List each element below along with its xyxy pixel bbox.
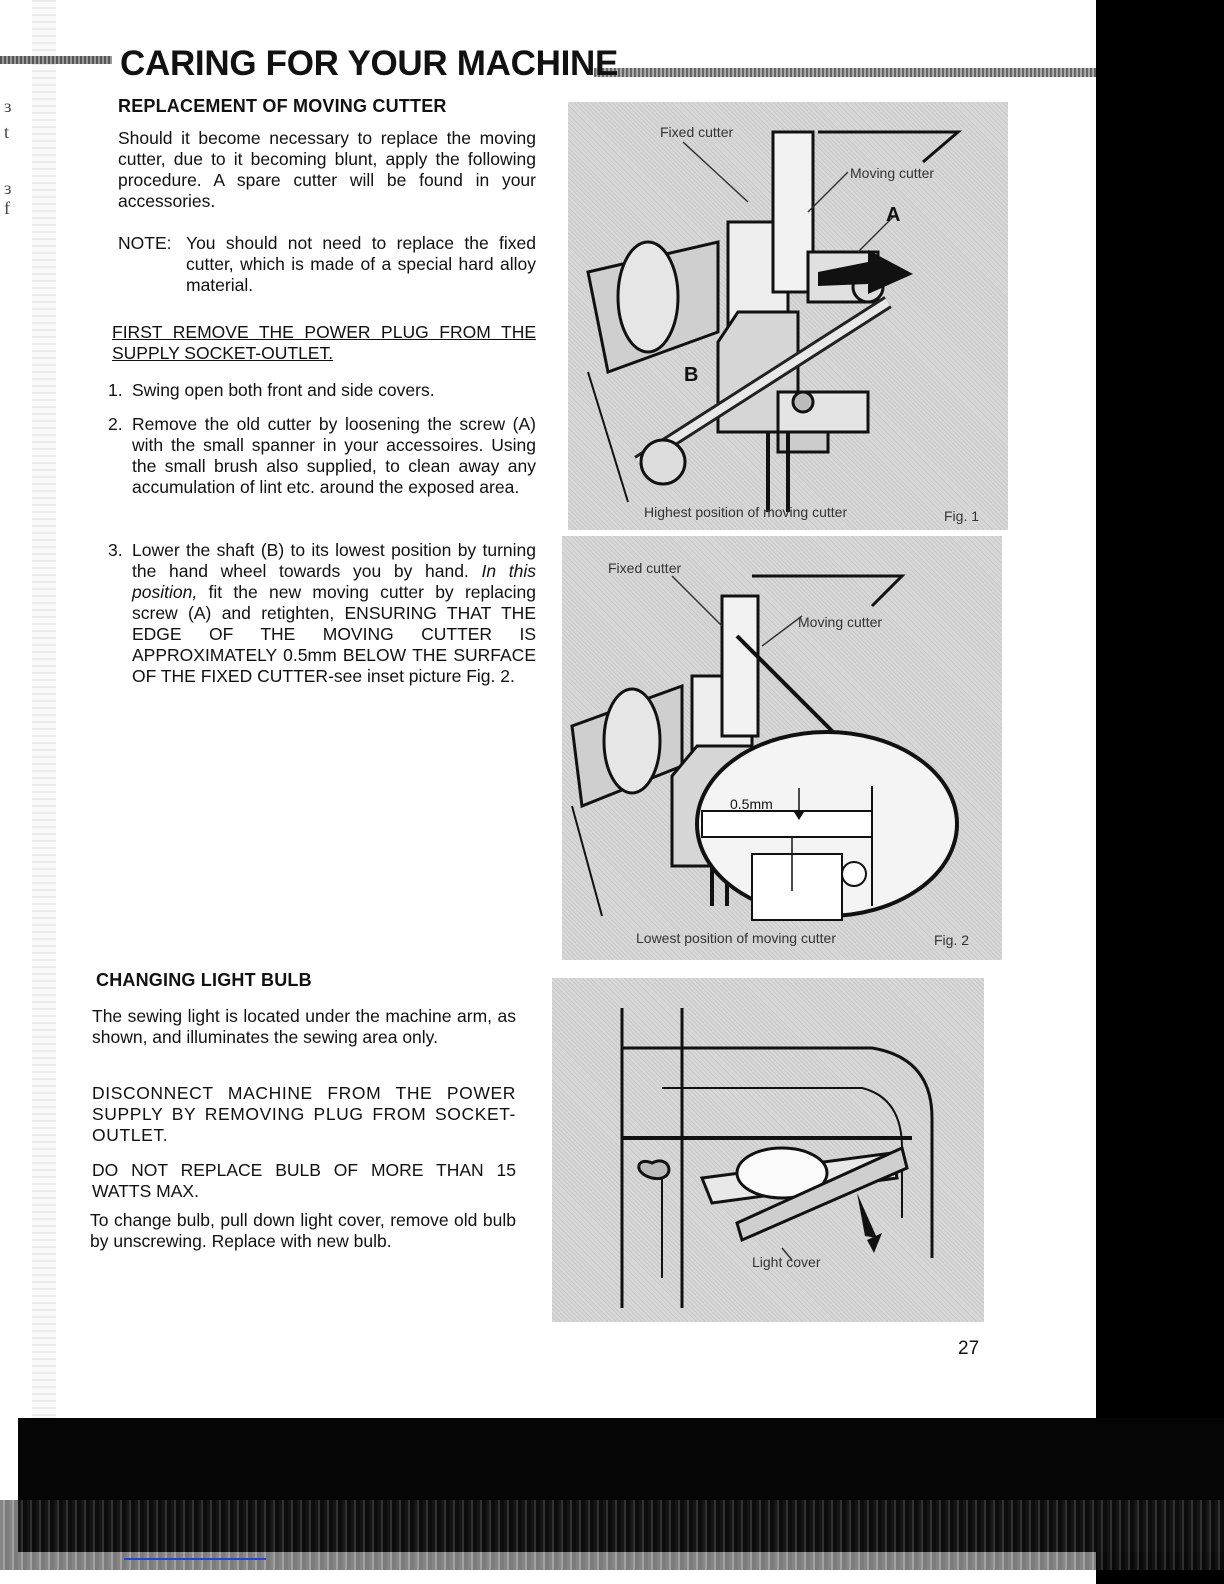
figure-1 [568, 102, 1008, 530]
figure-1-caption: Highest position of moving cutter [644, 504, 848, 520]
figure-2-gap-label: 0.5mm [730, 796, 773, 812]
title-rule-right [594, 68, 1096, 77]
edge-letter: ɜ [4, 96, 12, 116]
figure-1-screw-a-label: A [886, 204, 901, 226]
bulb-change-paragraph: To change bulb, pull down light cover, remove old bulb by unscrewing. Replace with new bulb. [90, 1210, 516, 1251]
step-text: Swing open both front and side covers. [132, 380, 435, 400]
figure-2-moving-cutter-label: Moving cutter [798, 614, 883, 630]
step-number: 2. [108, 414, 123, 434]
note-text: You should not need to replace the fixed cutter, which is made of a special hard alloy material. [186, 233, 536, 295]
figure-2-drawing [562, 536, 1002, 960]
step-3-text-c: -see inset picture Fig. 2. [328, 666, 515, 686]
power-plug-warning: FIRST REMOVE THE POWER PLUG FROM THE SUPPLY SOCKET-OUTLET. [112, 322, 536, 363]
figure-1-drawing [568, 102, 1008, 530]
figure-3-drawing [552, 978, 984, 1322]
step-1 [108, 380, 536, 401]
step-text: Remove the old cutter by loosening the screw (A) with the small spanner in your accessoires. Using the small brush also supplied, to clean away any accumulation of lint etc. around the exposed area. [132, 414, 536, 497]
step-text [132, 540, 536, 687]
step-3-text-b: fit the new moving cutter by replacing screw (A) and retighten, ENSURING THAT THE EDGE OF THE MOVING CUTTER IS APPROXIMATELY 0.5mm BELOW THE SURFACE OF THE FIXED CUTTER [132, 582, 536, 686]
page-title: CARING FOR YOUR MACHINE [120, 44, 619, 83]
note-block [118, 233, 536, 296]
step-number: 1. [108, 380, 123, 400]
figure-3 [552, 978, 984, 1322]
figure-2-caption: Lowest position of moving cutter [636, 930, 836, 946]
title-rule-left [0, 56, 112, 64]
edge-letter: ɜ [4, 178, 12, 198]
scan-margin-shadow [32, 0, 56, 1420]
section-heading-replacement: REPLACEMENT OF MOVING CUTTER [118, 96, 447, 116]
page-number: 27 [958, 1338, 980, 1359]
figure-1-shaft-b-label: B [684, 364, 699, 386]
figure-2-fixed-cutter-label: Fixed cutter [608, 560, 682, 576]
step-2 [108, 414, 536, 498]
edge-letter: t [4, 122, 10, 142]
step-3 [108, 540, 536, 687]
note-label: NOTE: [118, 233, 172, 253]
section-heading-light-bulb: CHANGING LIGHT BULB [96, 970, 312, 990]
wattage-warning: DO NOT REPLACE BULB OF MORE THAN 15 WATTS MAX. [92, 1160, 516, 1201]
step-number: 3. [108, 540, 123, 560]
step-3-text-a: Lower the shaft (B) to its lowest position by turning the hand wheel towards you by hand. [132, 540, 536, 581]
figure-2-number: Fig. 2 [934, 932, 970, 948]
figure-1-number: Fig. 1 [944, 508, 980, 524]
figure-1-moving-cutter-label: Moving cutter [850, 165, 935, 181]
intro-paragraph: Should it become necessary to replace the moving cutter, due to it becoming blunt, apply the following procedure. A spare cutter will be found in your accessories. [118, 128, 536, 211]
figure-3-light-cover-label: Light cover [752, 1254, 821, 1270]
figure-1-fixed-cutter-label: Fixed cutter [660, 124, 734, 140]
bottom-link-line [124, 1558, 266, 1560]
figure-2 [562, 536, 1002, 960]
disconnect-warning: DISCONNECT MACHINE FROM THE POWER SUPPLY BY REMOVING PLUG FROM SOCKET-OUTLET. [92, 1083, 516, 1145]
light-location-paragraph: The sewing light is located under the machine arm, as shown, and illuminates the sewing area only. [92, 1006, 516, 1047]
edge-letter: f [4, 198, 10, 218]
step-3-emphasis: In this position, [132, 561, 536, 602]
scan-black-edge-right [1096, 0, 1224, 1584]
